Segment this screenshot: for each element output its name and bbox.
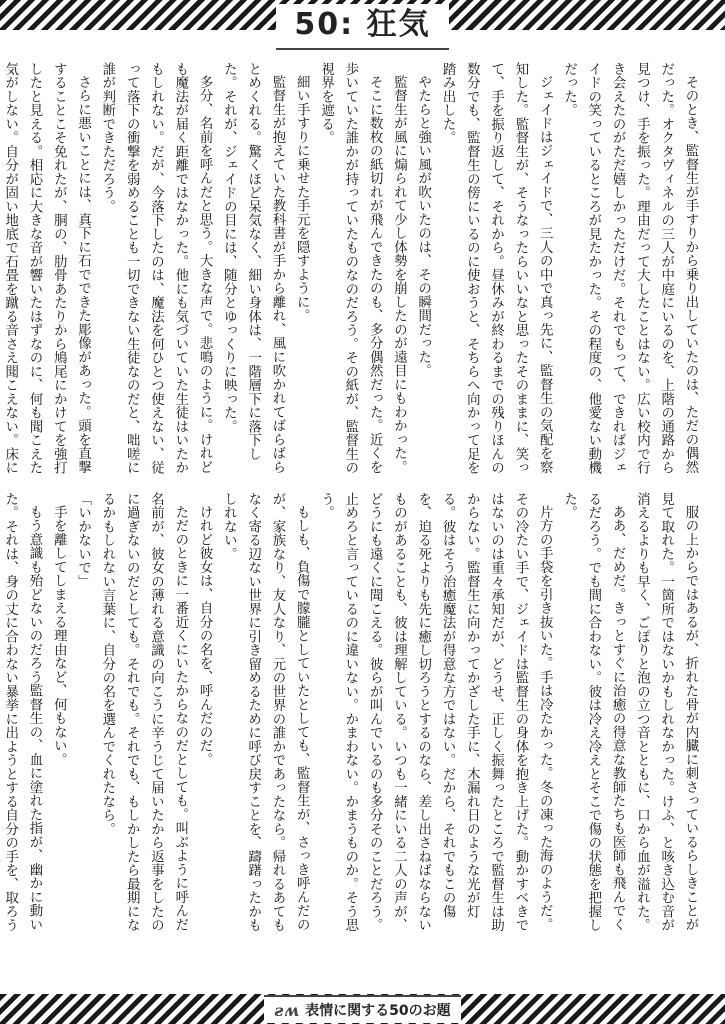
chapter-title: 50: 狂気 xyxy=(276,4,448,50)
paragraph: やたらと強い風が吹いたのは、その瞬間だった。 xyxy=(415,75,431,378)
paragraph: 服の上からではあるが、折れた骨が内臓に刺さっているらしきことが見て取れた。一箇所ではないかもしれなかった。けふ、と咳き込む音が消えるよりも早く、ごぽりと泡の立つ音とともに、口から血が溢れた。 xyxy=(634,492,698,932)
paragraph: 手を離してしまえる理由など、何もない。 xyxy=(51,505,67,767)
paragraph: ああ、だめだ。きっとすぐに治癒の得意な教師たちも医師も飛んでくるだろう。でも間に合わない。彼は冷え冷えとそこで傷の状態を把握した。 xyxy=(561,492,626,932)
paragraph: そこに数枚の紙切れが飛んできたのも、多分偶然だった。近くを歩いていた誰かが持っていたものなのだろう。その紙が、監督生の視界を遮る。 xyxy=(318,62,383,475)
footer-label xyxy=(264,995,460,1023)
paragraph: 細い手すりに乗せた手元を隠すように。 xyxy=(294,75,310,323)
footer xyxy=(0,994,725,1024)
paragraph: もしも、負傷で朦朧としていたとしても、監督生が、さっき呼んだのが、家族なり、友人なり、元の世界の誰かであったなら。帰れるあてもなく寄る辺ない世界に引き留めるために呼び戻すことを、躊躇ったかもしれない。 xyxy=(221,492,310,932)
paragraph: けれど彼女は、自分の名を、呼んだのだ。 xyxy=(197,505,213,767)
paragraph: 多分、名前を呼んだと思う。大きな声で。悲鳴のように。けれども魔法が届く距離ではなかった。他にも気づいていた生徒はいたかもしれない。だが、今落下したのは、魔法を何ひとつ使えない、従って落下の衝撃を弱めることも一切できない生徒なのだと、咄嗟に誰が判断できただろう。 xyxy=(99,62,213,475)
paragraph: 監督生が風に煽られて少し体勢を崩したのが遠目にもわかった。 xyxy=(391,75,407,475)
footer-text: 表情に関する50のお題 xyxy=(305,1003,451,1019)
paragraph: 「いかないで」 xyxy=(75,492,91,589)
paragraph: ただのときに一番近くにいたからなのだとしても。叫ぶように呼んだ名前が、彼女の薄れる意識の向こうに辛うじて届いたから返事をしたのに過ぎないのだとしても。それでも。それでも、もしかしたら最期になるかもしれない言葉に、自分の名を選んでくれたなら。 xyxy=(99,492,188,932)
paragraph: 監督生が抱えていた教科書が手から離れ、風に吹かれてばらばらとめくれる。驚くほど呆気なく、細い身体は、一階層下に落下した。それが、ジェイドの目には、随分とゆっくりに映った。 xyxy=(221,62,285,475)
upper-text-block xyxy=(2,62,702,482)
paragraph: そのとき、監督生が手すりから乗り出していたのは、ただの偶然だった。オクタヴィネルの三人が中庭にいるのを、上階の通路から見つけ、手を振った。理由だって大したことはない。広い校内で行き会えたのがただ嬉しかっただけだ。それでもって、できればジェイドの笑っているところが見たかった。その程度の、他愛ない動機だった。 xyxy=(561,62,698,475)
paragraph: 片方の手袋を引き抜いた。手は冷たかった。冬の凍った海のようだ。その冷たい手で、ジェイドは監督生の身体を抱き上げた。動かすべきではないのは重々承知だが、どうせ、正しく振舞ったところで監督生は助からない。監督生に向かってかざした手に、木漏れ日のような光が灯る。彼はそう治癒魔法が得意な方ではない。だから、それでもこの傷を、迫る死よりも先に癒し切ろうとするのなら、差し出さねばならないものがあることも、彼は理解している。いつも一緒にいる二人の声が、どうにも遠くに聞こえる。彼らが叫んでいるのも多分そのことだろう。止めろと言っているのに違いない。かまわない。かまうものか。そう思う。 xyxy=(318,492,553,932)
paragraph: ジェイドはジェイドで、三人の中で真っ先に、監督生の気配を察知した。監督生が、そうなったらいいなと思ったそのままに、笑って、手を振り返して、それから。昼休みが終わるまでの残りほんの数分でも、監督生の傍にいるのに使おうと、そちらへ向かって足を踏み出した。 xyxy=(440,62,553,475)
paragraph: もう意識も殆どないのだろう監督生の、血に塗れた指が、幽かに動いた。それは、身の丈に合わない暴挙に出ようとする自分の手を、取ろう xyxy=(2,492,42,932)
swing-logo: ƨʍ xyxy=(274,1000,300,1020)
lower-text-block xyxy=(2,492,702,932)
paragraph: さらに悪いことには、真下に石でできた彫像があった。頭を直撃することこそ免れたが、胴の、肋骨あたりから鳩尾にかけてを強打したと見える。相応に大きな音が響いたはずなのに、何も聞こえた気がしない。自分が固い地底で石畳を蹴る音さえ聞こえない。床に xyxy=(2,62,91,475)
header xyxy=(0,0,725,52)
